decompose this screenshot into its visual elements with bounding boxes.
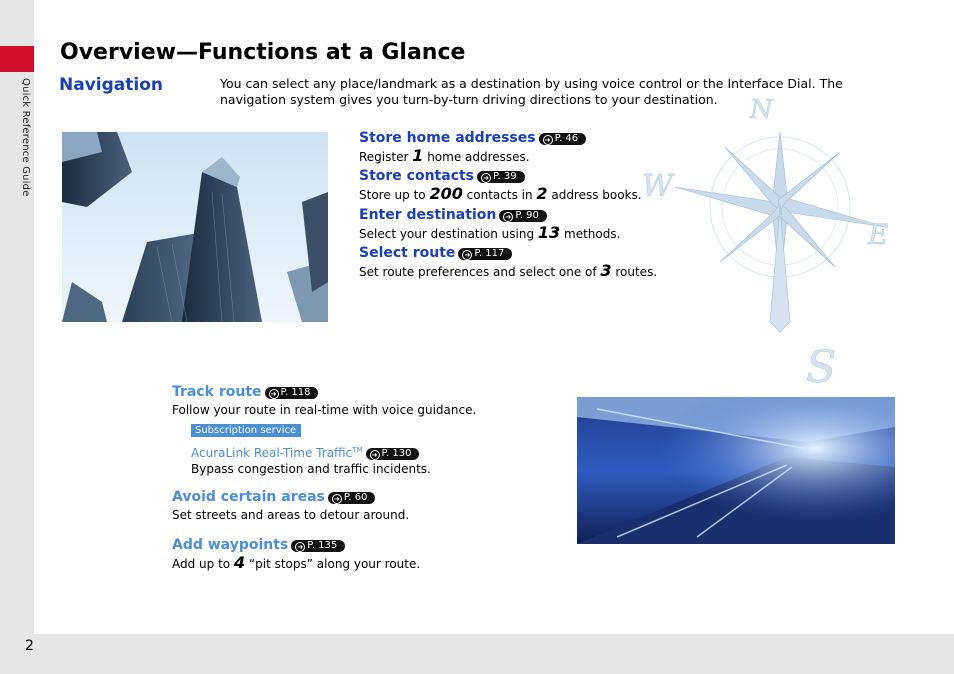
- feature-number: 200: [429, 184, 463, 203]
- feature-avoid-certain-areas: Avoid certain areas ➜ P. 60 Set streets and areas to detour around.: [172, 489, 410, 522]
- page-title: Overview—Functions at a Glance: [60, 40, 466, 65]
- section-intro: You can select any place/landmark as a destination by using voice control or the Interface Dial. The navigation system gives you turn-by-turn driving directions to your destination.: [220, 76, 843, 107]
- feature-number: 1: [412, 146, 424, 165]
- feature-title: Enter destination: [359, 207, 497, 223]
- feature-track-route: Track route ➜ P. 118 Follow your route in real-time with voice guidance.: [172, 384, 477, 417]
- arrow-icon: ➜: [543, 135, 553, 145]
- page-ref-link[interactable]: ➜ P. 135: [291, 540, 345, 552]
- feature-title: Track route: [172, 384, 262, 400]
- page-number: 2: [25, 638, 34, 654]
- page-ref-link[interactable]: ➜ P. 90: [499, 210, 547, 222]
- arrow-icon: ➜: [370, 450, 380, 460]
- arrow-icon: ➜: [503, 212, 513, 222]
- page-ref-link[interactable]: ➜ P. 46: [539, 133, 587, 145]
- feature-number: 4: [233, 553, 246, 572]
- compass-w-label: W: [642, 169, 673, 204]
- feature-store-contacts: Store contacts ➜ P. 39 Store up to 200 contacts in 2 address books.: [359, 168, 642, 203]
- acuralink-traffic-link[interactable]: AcuraLink Real-Time Traffic™➜ P. 130: [191, 442, 419, 461]
- feature-title: Select route: [359, 245, 456, 261]
- feature-add-waypoints: Add waypoints ➜ P. 135 Add up to 4 “pit stops” along your route.: [172, 537, 421, 572]
- arrow-icon: ➜: [481, 173, 491, 183]
- arrow-icon: ➜: [462, 250, 472, 260]
- feature-title: Add waypoints: [172, 537, 289, 553]
- highway-tunnel-photo: [577, 397, 895, 544]
- city-skyline-photo: [62, 132, 328, 322]
- feature-title: Store contacts: [359, 168, 475, 184]
- feature-number: 13: [537, 223, 561, 242]
- chapter-label: Quick Reference Guide: [20, 78, 31, 197]
- arrow-icon: ➜: [269, 389, 279, 399]
- arrow-icon: ➜: [332, 494, 342, 504]
- subscription-desc: Bypass congestion and traffic incidents.: [191, 462, 431, 476]
- chapter-tab: [0, 46, 34, 72]
- page-ref-link[interactable]: ➜ P. 118: [265, 387, 319, 399]
- subscription-badge: Subscription service: [191, 424, 301, 437]
- footer-band: [0, 634, 954, 674]
- compass-n-label: N: [750, 95, 773, 125]
- feature-select-route: Select route ➜ P. 117 Set route preferences and select one of 3 routes.: [359, 245, 658, 280]
- page-ref-link[interactable]: ➜ P. 39: [477, 171, 525, 183]
- compass-rose-icon: [640, 92, 900, 392]
- feature-title: Store home addresses: [359, 130, 536, 146]
- feature-title: Avoid certain areas: [172, 489, 325, 505]
- arrow-icon: ➜: [295, 542, 305, 552]
- page-ref-link[interactable]: ➜ P. 60: [328, 492, 376, 504]
- compass-s-label: S: [806, 342, 837, 393]
- page-ref-link[interactable]: ➜ P. 130: [366, 448, 420, 460]
- section-title: Navigation: [59, 75, 163, 95]
- feature-number: 2: [536, 184, 548, 203]
- feature-store-home-addresses: Store home addresses ➜ P. 46 Register 1 home addresses.: [359, 130, 586, 165]
- page-ref-link[interactable]: ➜ P. 117: [458, 248, 512, 260]
- feature-number: 3: [600, 261, 612, 280]
- compass-e-label: E: [868, 218, 889, 251]
- feature-enter-destination: Enter destination ➜ P. 90 Select your destination using 13 methods.: [359, 207, 621, 242]
